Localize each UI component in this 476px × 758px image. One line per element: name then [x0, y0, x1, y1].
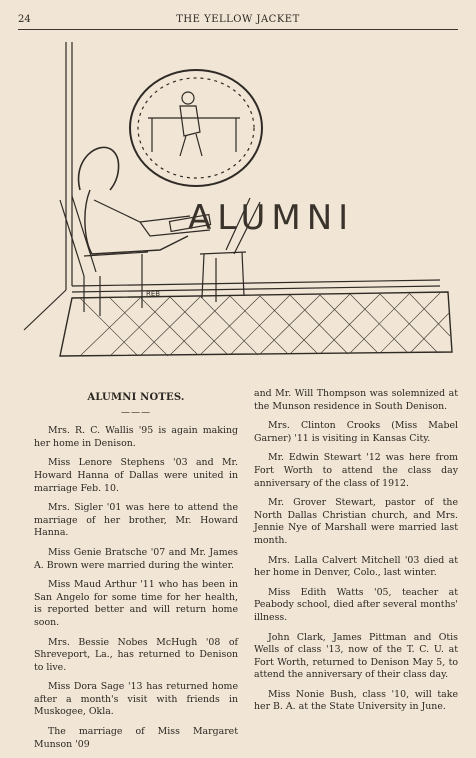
alumni-note: Mrs. R. C. Wallis '95 is again making her home in Denison.	[34, 425, 238, 449]
alumni-note-continuation: and Mr. Will Thompson was solemnized at the Munson residence in South Denison.	[254, 388, 458, 412]
page-number: 24	[18, 14, 31, 25]
section-separator: ———	[121, 407, 151, 418]
section-title: ALUMNI NOTES.	[87, 392, 185, 403]
alumni-note: Mr. Edwin Stewart '12 was here from Fort Worth to attend the class day anniversary of the class of 1912.	[254, 452, 458, 489]
alumni-illustration	[20, 40, 460, 360]
alumni-note: The marriage of Miss Margaret Munson '09	[34, 726, 238, 750]
right-column	[254, 388, 458, 721]
alumni-note: Miss Edith Watts '05, teacher at Peabody school, died after several months' illness.	[254, 586, 458, 623]
left-column	[34, 388, 238, 758]
alumni-note: Miss Lenore Stephens '03 and Mr. Howard Hanna of Dallas were united in marriage Feb. 10.	[34, 457, 238, 494]
alumni-note: Mrs. Sigler '01 was here to attend the marriage of her brother, Mr. Howard Hanna.	[34, 502, 238, 539]
alumni-note: Mr. Grover Stewart, pastor of the North Dallas Christian church, and Mrs. Jennie Nye of Marshall were married last month.	[254, 497, 458, 546]
journal-title: THE YELLOW JACKET	[176, 14, 300, 25]
alumni-note: Miss Genie Bratsche '07 and Mr. James A. Brown were married during the winter.	[34, 546, 238, 571]
alumni-caption: ALUMNI	[188, 198, 355, 238]
alumni-note: Miss Nonie Bush, class '10, will take her B. A. at the State University in June.	[254, 688, 458, 713]
alumni-note: Miss Dora Sage '13 has returned home after a month's visit with friends in Muskogee, Okla.	[34, 681, 238, 718]
artist-initials: REB	[146, 290, 161, 298]
header-rule	[18, 29, 458, 30]
page-header	[18, 14, 458, 30]
alumni-note: Mrs. Clinton Crooks (Miss Mabel Garner) '11 is visiting in Kansas City.	[254, 420, 458, 444]
alumni-note: John Clark, James Pittman and Otis Wells of class '13, now of the T. C. U. at Fort Worth, returned to Denison May 5, to attend the anniversary of their class day.	[254, 631, 458, 681]
alumni-note: Mrs. Bessie Nobes McHugh '08 of Shreveport, La., has returned to Denison to live.	[34, 636, 238, 673]
alumni-note: Miss Maud Arthur '11 who has been in San Angelo for some time for her health, is reported better and will return home soon.	[34, 579, 238, 628]
alumni-note: Mrs. Lalla Calvert Mitchell '03 died at her home in Denver, Colo., last winter.	[254, 554, 458, 579]
